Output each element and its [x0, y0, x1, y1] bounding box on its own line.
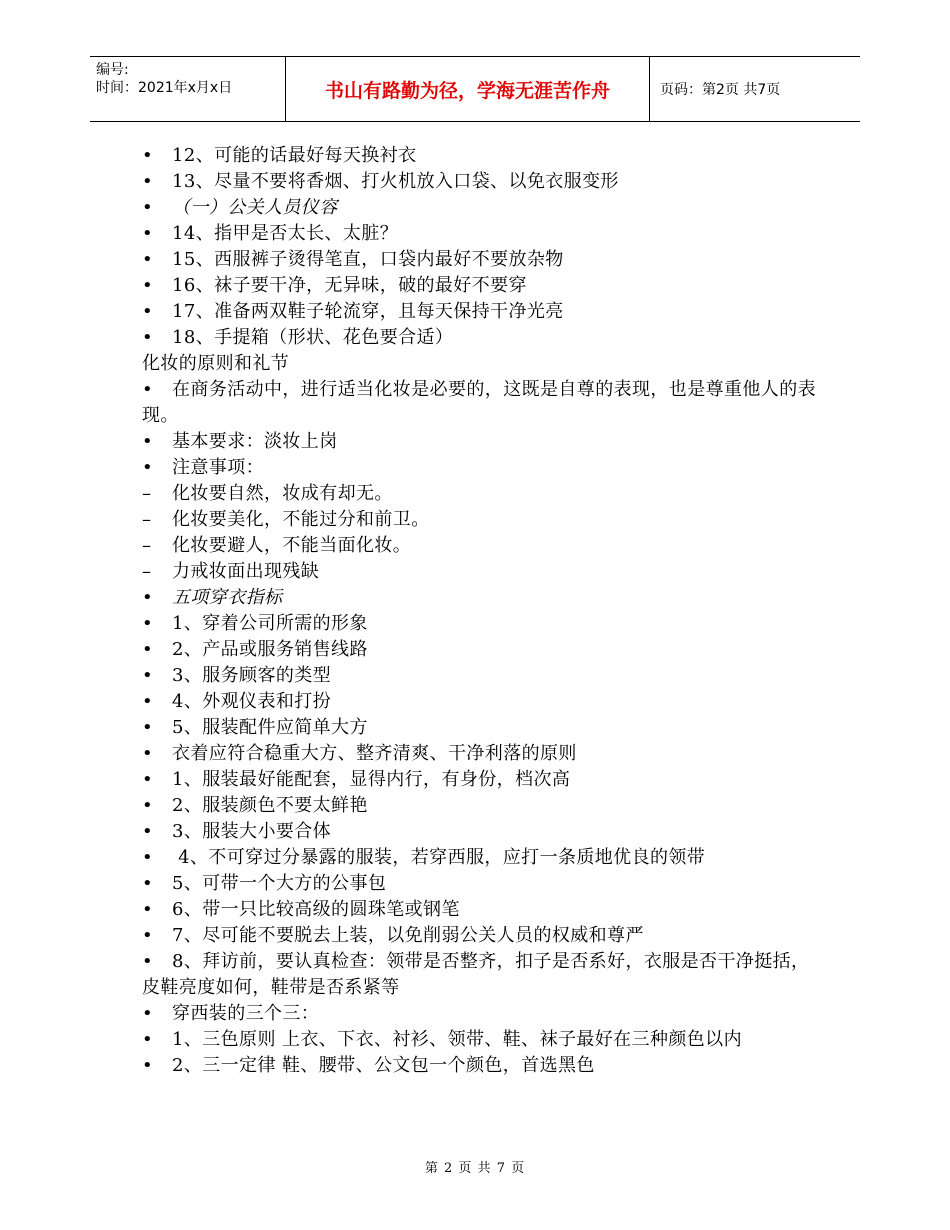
content-line [142, 377, 822, 429]
bullet-marker: • [142, 639, 154, 660]
bullet-marker: • [142, 301, 154, 322]
line-text: 力戒妆面出现残缺 [172, 561, 320, 582]
line-text: 2、产品或服务销售线路 [172, 639, 368, 660]
line-text: 1、三色原则 上衣、下衣、衬衫、领带、鞋、袜子最好在三种颜色以内 [172, 1029, 742, 1050]
bullet-marker: • [142, 197, 154, 218]
content-line [142, 819, 822, 845]
content-line [142, 663, 822, 689]
bullet-marker: • [142, 379, 154, 400]
bullet-marker: • [142, 665, 154, 686]
bullet-marker: • [142, 717, 154, 738]
bullet-marker: • [142, 951, 154, 972]
content-line [142, 169, 822, 195]
line-text: 15、西服裤子烫得笔直，口袋内最好不要放杂物 [172, 249, 564, 270]
bullet-marker: • [142, 223, 154, 244]
line-text: 13、尽量不要将香烟、打火机放入口袋、以免衣服变形 [172, 171, 619, 192]
content-line [142, 793, 822, 819]
line-text: 5、可带一个大方的公事包 [172, 873, 387, 894]
line-text: 3、服装大小要合体 [172, 821, 332, 842]
page-footer: 第 2 页 共 7 页 [424, 1161, 526, 1176]
content-line [142, 481, 822, 507]
line-text: 16、袜子要干净，无异味，破的最好不要穿 [172, 275, 527, 296]
bullet-marker: • [142, 431, 154, 452]
line-text: 4、不可穿过分暴露的服装，若穿西服，应打一条质地优良的领带 [172, 847, 706, 868]
content-line [142, 741, 822, 767]
line-text: 化妆的原则和礼节 [142, 353, 290, 374]
content-line [142, 429, 822, 455]
content-line [142, 923, 822, 949]
content-line [142, 689, 822, 715]
line-text: 1、服装最好能配套，显得内行，有身份，档次高 [172, 769, 571, 790]
content-line [142, 559, 822, 585]
line-text: 衣着应符合稳重大方、整齐清爽、干净利落的原则 [172, 743, 577, 764]
bullet-marker: • [142, 249, 154, 270]
bullet-marker: • [142, 899, 154, 920]
line-text: 12、可能的话最好每天换衬衣 [172, 145, 417, 166]
line-text: 2、服装颜色不要太鲜艳 [172, 795, 368, 816]
content-line [142, 247, 822, 273]
line-text: （一）公关人员仪容 [172, 197, 338, 218]
header-meta [90, 57, 286, 121]
line-text: 17、准备两双鞋子轮流穿，且每天保持干净光亮 [172, 301, 564, 322]
header-motto: 书山有路勤为径，学海无涯苦作舟 [286, 57, 650, 121]
content-line [142, 585, 822, 611]
content-line [142, 533, 822, 559]
content-line [142, 143, 822, 169]
content-line [142, 1053, 822, 1079]
content-line [142, 273, 822, 299]
bullet-marker: • [142, 873, 154, 894]
bullet-marker: • [142, 1055, 154, 1076]
bullet-marker: • [142, 743, 154, 764]
content-line [142, 871, 822, 897]
line-text: 五项穿衣指标 [172, 587, 283, 608]
bullet-marker: • [142, 1003, 154, 1024]
line-text: 7、尽可能不要脱去上装，以免削弱公关人员的权威和尊严 [172, 925, 644, 946]
document-body [142, 143, 822, 1079]
line-text: 化妆要自然，妆成有却无。 [172, 483, 393, 504]
bullet-marker: • [142, 587, 154, 608]
bullet-marker: • [142, 327, 154, 348]
document-number-label: 编号: [96, 62, 129, 78]
line-text: 5、服装配件应简单大方 [172, 717, 368, 738]
content-line [142, 325, 822, 351]
page-header [90, 56, 860, 122]
content-line [142, 949, 822, 1001]
line-text: 1、穿着公司所需的形象 [172, 613, 368, 634]
line-text: 4、外观仪表和打扮 [172, 691, 332, 712]
line-text: 3、服务顾客的类型 [172, 665, 332, 686]
dash-marker: – [142, 483, 152, 504]
content-line [142, 637, 822, 663]
content-line [142, 715, 822, 741]
line-text: 在商务活动中，进行适当化妆是必要的，这既是自尊的表现，也是尊重他人的表现。 [142, 379, 816, 426]
content-line [142, 351, 822, 377]
bullet-marker: • [142, 1029, 154, 1050]
dash-marker: – [142, 535, 152, 556]
content-line [142, 611, 822, 637]
line-text: 8、拜访前，要认真检查：领带是否整齐，扣子是否系好，衣服是否干净挺括，皮鞋亮度如何，鞋带是否系紧等 [142, 951, 810, 998]
content-line [142, 1001, 822, 1027]
content-line [142, 221, 822, 247]
bullet-marker: • [142, 171, 154, 192]
content-line [142, 507, 822, 533]
bullet-marker: • [142, 795, 154, 816]
bullet-marker: • [142, 145, 154, 166]
line-text: 注意事项： [172, 457, 264, 478]
bullet-marker: • [142, 925, 154, 946]
line-text: 化妆要美化，不能过分和前卫。 [172, 509, 430, 530]
bullet-marker: • [142, 275, 154, 296]
content-line [142, 767, 822, 793]
line-text: 化妆要避人，不能当面化妆。 [172, 535, 412, 556]
content-line [142, 455, 822, 481]
content-line [142, 299, 822, 325]
bullet-marker: • [142, 769, 154, 790]
content-line [142, 195, 822, 221]
bullet-marker: • [142, 821, 154, 842]
bullet-marker: • [142, 691, 154, 712]
bullet-marker: • [142, 847, 154, 868]
bullet-marker: • [142, 457, 154, 478]
line-text: 穿西装的三个三： [172, 1003, 320, 1024]
line-text: 6、带一只比较高级的圆珠笔或钢笔 [172, 899, 460, 920]
line-text: 14、指甲是否太长、太脏？ [172, 223, 399, 244]
dash-marker: – [142, 561, 152, 582]
line-text: 基本要求：淡妆上岗 [172, 431, 338, 452]
document-time-label: 时间：2021年x月x日 [96, 80, 233, 96]
content-line [142, 845, 822, 871]
content-line [142, 897, 822, 923]
bullet-marker: • [142, 613, 154, 634]
header-page-info: 页码：第2页 共7页 [660, 82, 781, 98]
line-text: 2、三一定律 鞋、腰带、公文包一个颜色，首选黑色 [172, 1055, 595, 1076]
line-text: 18、手提箱（形状、花色要合适） [172, 327, 454, 348]
dash-marker: – [142, 509, 152, 530]
content-line [142, 1027, 822, 1053]
